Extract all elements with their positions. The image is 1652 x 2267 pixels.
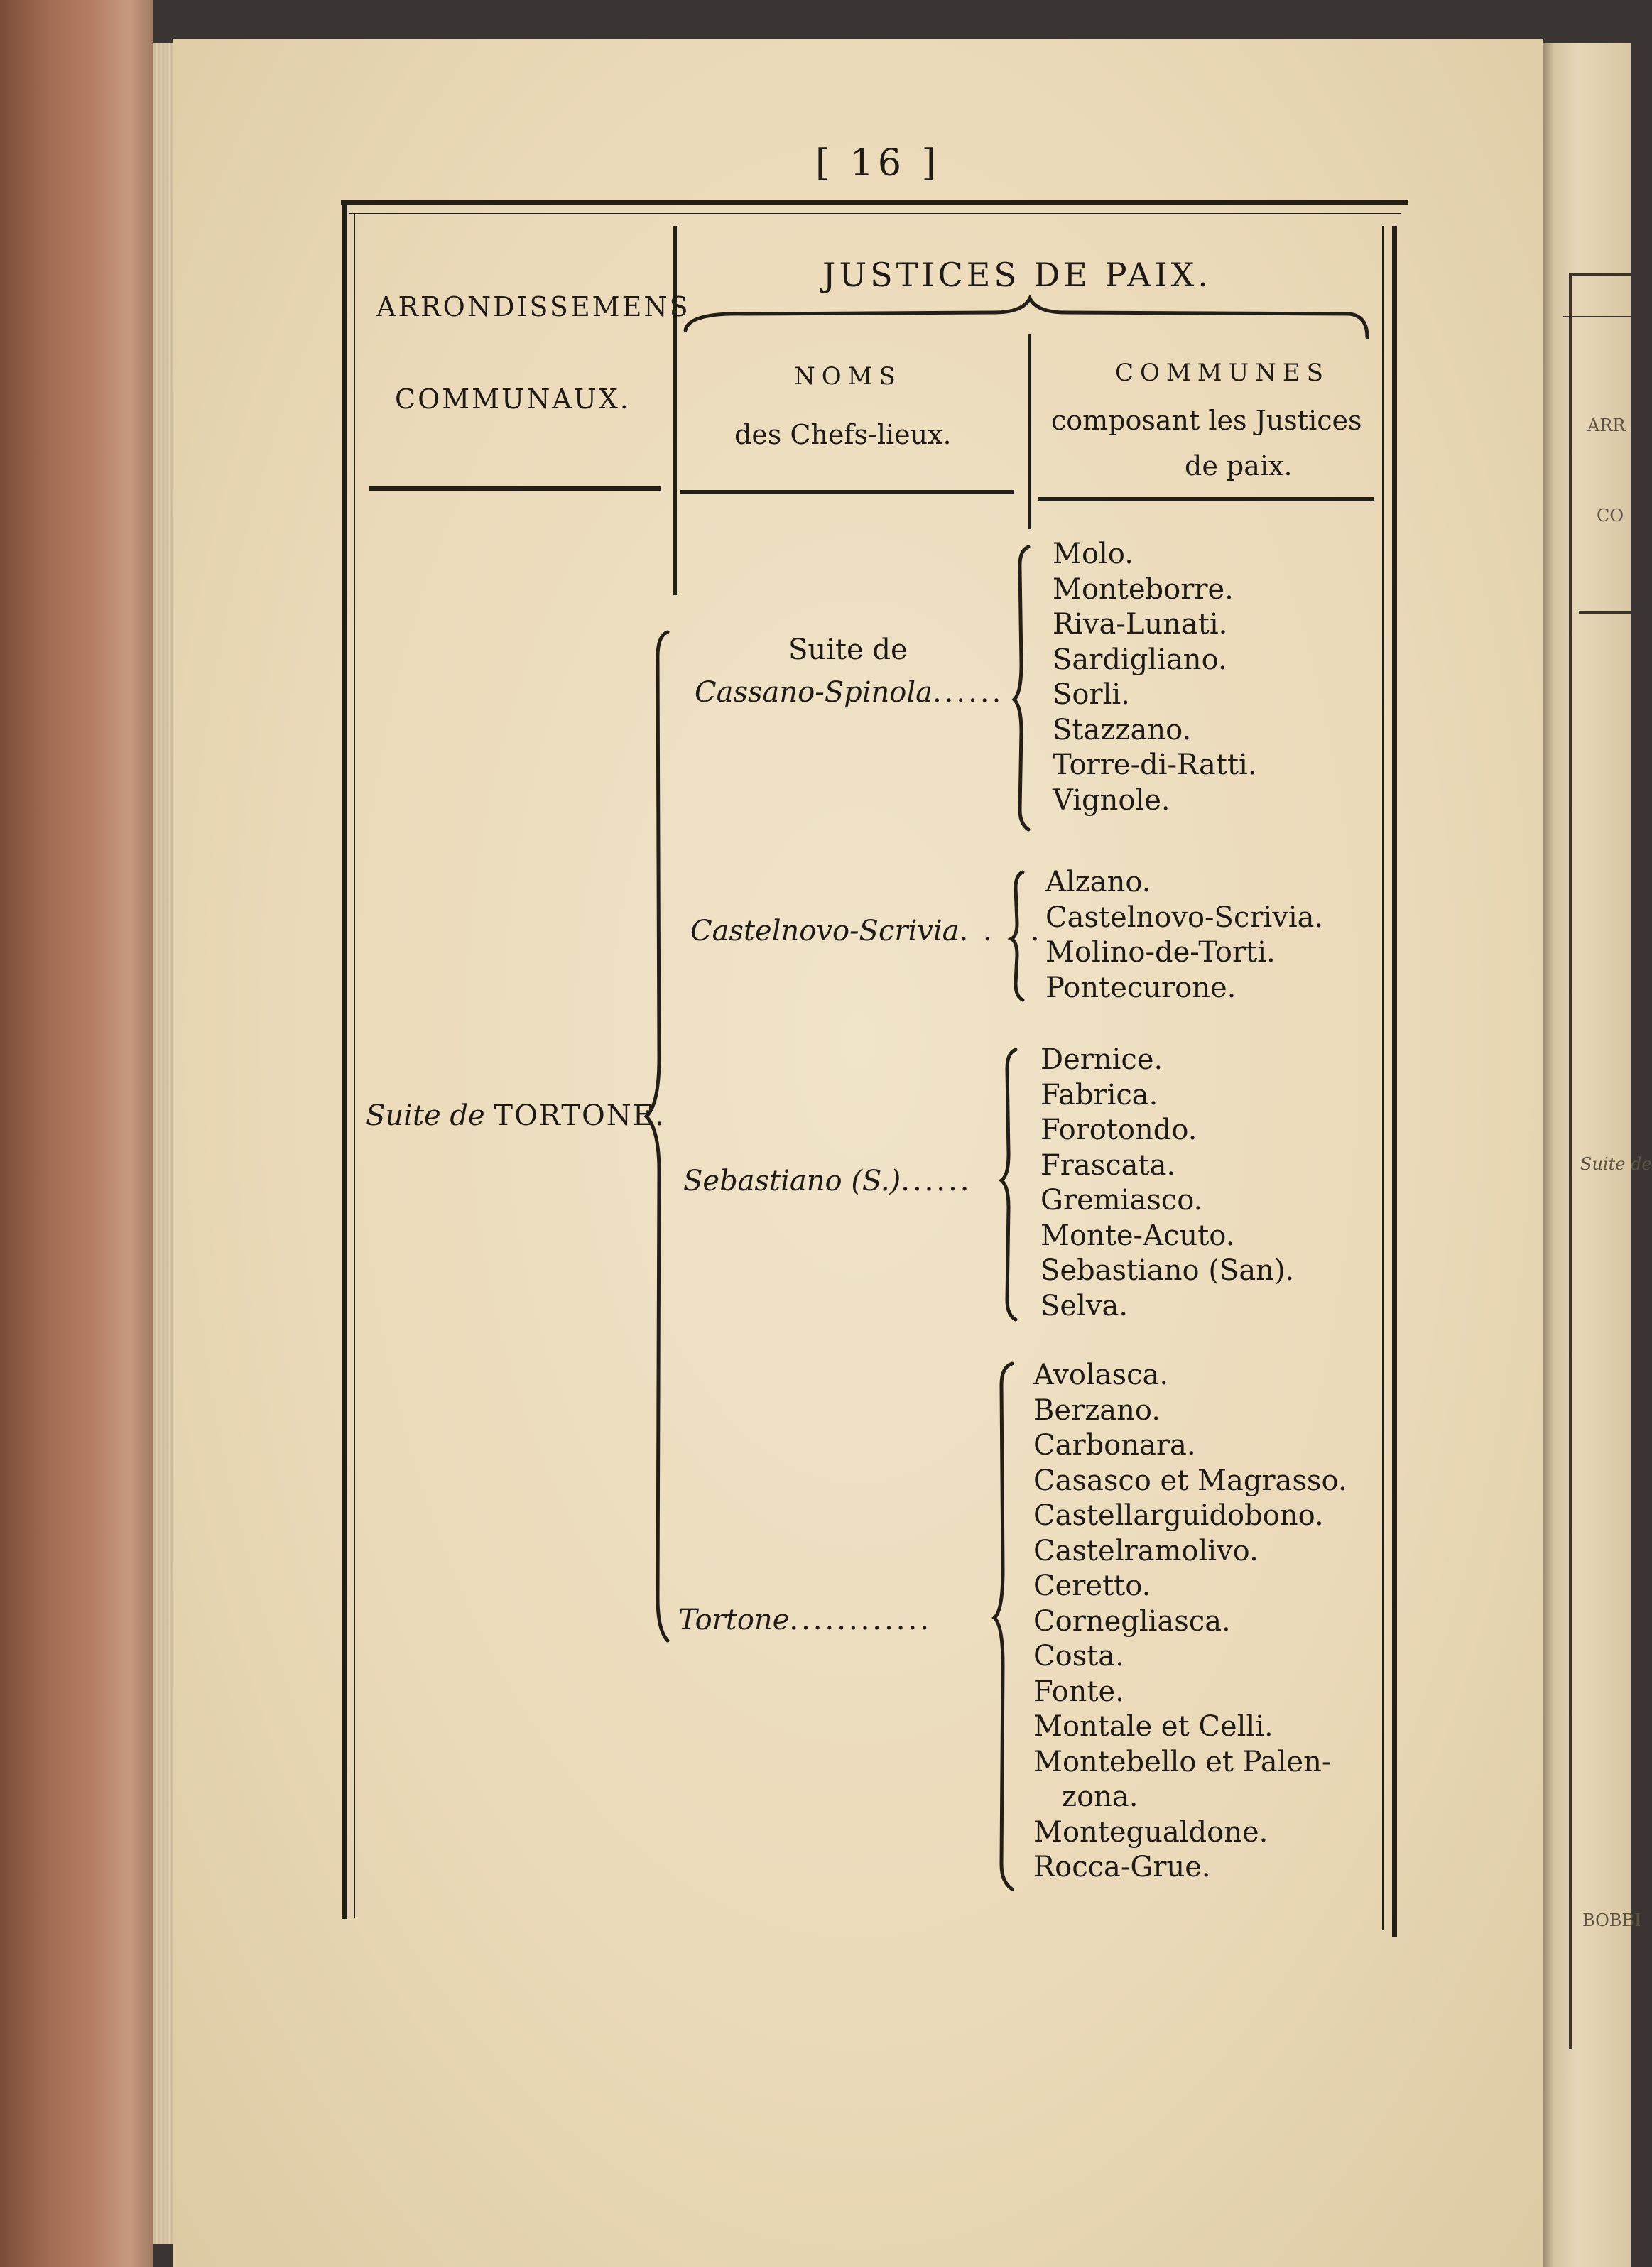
commune-item: Avolasca. — [1033, 1359, 1169, 1391]
commune-item: Fabrica. — [1040, 1078, 1158, 1111]
commune-item: Sebastiano (San). — [1040, 1254, 1295, 1287]
commune-item: Pontecurone. — [1045, 971, 1237, 1004]
commune-item: Molo. — [1053, 538, 1134, 570]
header-de-paix: de paix. — [1185, 450, 1293, 482]
arrondissement-brace — [646, 632, 668, 1641]
commune-item: Cornegliasca. — [1033, 1604, 1231, 1638]
commune-item: Rocca-Grue. — [1033, 1851, 1211, 1883]
commune-item: Sorli. — [1053, 678, 1130, 711]
commune-item: Dernice. — [1040, 1043, 1163, 1076]
chef-lieu-4-dots: ............ — [789, 1604, 932, 1636]
commune-item: zona. — [1062, 1781, 1139, 1813]
commune-item: Torre-di-Ratti. — [1053, 749, 1257, 781]
commune-item: Montale et Celli. — [1033, 1710, 1273, 1743]
communes-brace-4 — [994, 1364, 1012, 1889]
chef-lieu-1-dots: ...... — [933, 676, 1004, 709]
chef-lieu-1-line1: Suite de — [788, 634, 908, 666]
chef-lieu-3-name: Sebastiano (S.) — [683, 1165, 901, 1197]
commune-item: Forotondo. — [1040, 1114, 1197, 1146]
chef-lieu-4-name: Tortone — [678, 1604, 790, 1636]
header-chefs-lieux: des Chefs-lieux. — [734, 419, 952, 450]
header-justices-de-paix: JUSTICES DE PAIX. — [822, 256, 1212, 294]
commune-item: Carbonara. — [1033, 1429, 1196, 1462]
facing-page-text-2: CO — [1597, 506, 1624, 526]
header-composant: composant les Justices — [1051, 405, 1362, 436]
facing-page-text-4: BOBBI — [1582, 1910, 1641, 1930]
commune-item: Vignole. — [1053, 783, 1170, 817]
page-number: [ 16 ] — [815, 142, 940, 185]
commune-item: Ceretto. — [1033, 1570, 1151, 1602]
communes-brace-1 — [1014, 547, 1028, 830]
commune-item: Costa. — [1033, 1640, 1124, 1673]
chef-lieu-2-name: Castelnovo-Scrivia — [690, 915, 960, 947]
commune-item: Berzano. — [1033, 1393, 1161, 1427]
commune-item: Castelramolivo. — [1033, 1534, 1259, 1567]
facing-page-text-1: ARR — [1587, 415, 1626, 435]
commune-item: Stazzano. — [1053, 713, 1192, 746]
communes-brace-3 — [1001, 1050, 1016, 1320]
header-noms: NOMS — [794, 362, 902, 391]
commune-item: Montebello et Palen- — [1033, 1745, 1332, 1778]
communes-brace-2 — [1011, 872, 1023, 1000]
commune-item: Gremiasco. — [1040, 1184, 1203, 1217]
chef-lieu-1-name: Cassano-Spinola — [695, 676, 933, 709]
commune-item: Castelnovo-Scrivia. — [1045, 901, 1324, 934]
commune-item: Riva-Lunati. — [1053, 608, 1228, 641]
commune-item: Castellarguidobono. — [1033, 1499, 1324, 1532]
commune-item: Fonte. — [1033, 1675, 1124, 1708]
header-arrondissemens: ARRONDISSEMENS — [376, 291, 690, 322]
chef-lieu-3-dots: ...... — [901, 1165, 972, 1197]
commune-item: Montegualdone. — [1033, 1815, 1268, 1849]
header-communes: COMMUNES — [1115, 359, 1330, 387]
header-brace — [685, 298, 1367, 337]
commune-item: Selva. — [1040, 1289, 1129, 1322]
commune-item: Alzano. — [1045, 866, 1151, 898]
arrondissement-prefix: Suite de — [366, 1099, 494, 1132]
commune-item: Sardigliano. — [1053, 643, 1227, 676]
arrondissement-name: TORTONE. — [494, 1099, 665, 1132]
facing-page-text-3: Suite de — [1580, 1154, 1652, 1174]
chef-lieu-2-dots: . . . . — [959, 915, 1043, 947]
header-communaux: COMMUNAUX. — [395, 384, 631, 415]
commune-item: Monte-Acuto. — [1040, 1219, 1235, 1252]
commune-item: Monteborre. — [1053, 572, 1234, 606]
commune-item: Frascata. — [1040, 1148, 1176, 1182]
commune-item: Molino-de-Torti. — [1045, 936, 1276, 969]
commune-item: Casasco et Magrasso. — [1033, 1464, 1347, 1497]
